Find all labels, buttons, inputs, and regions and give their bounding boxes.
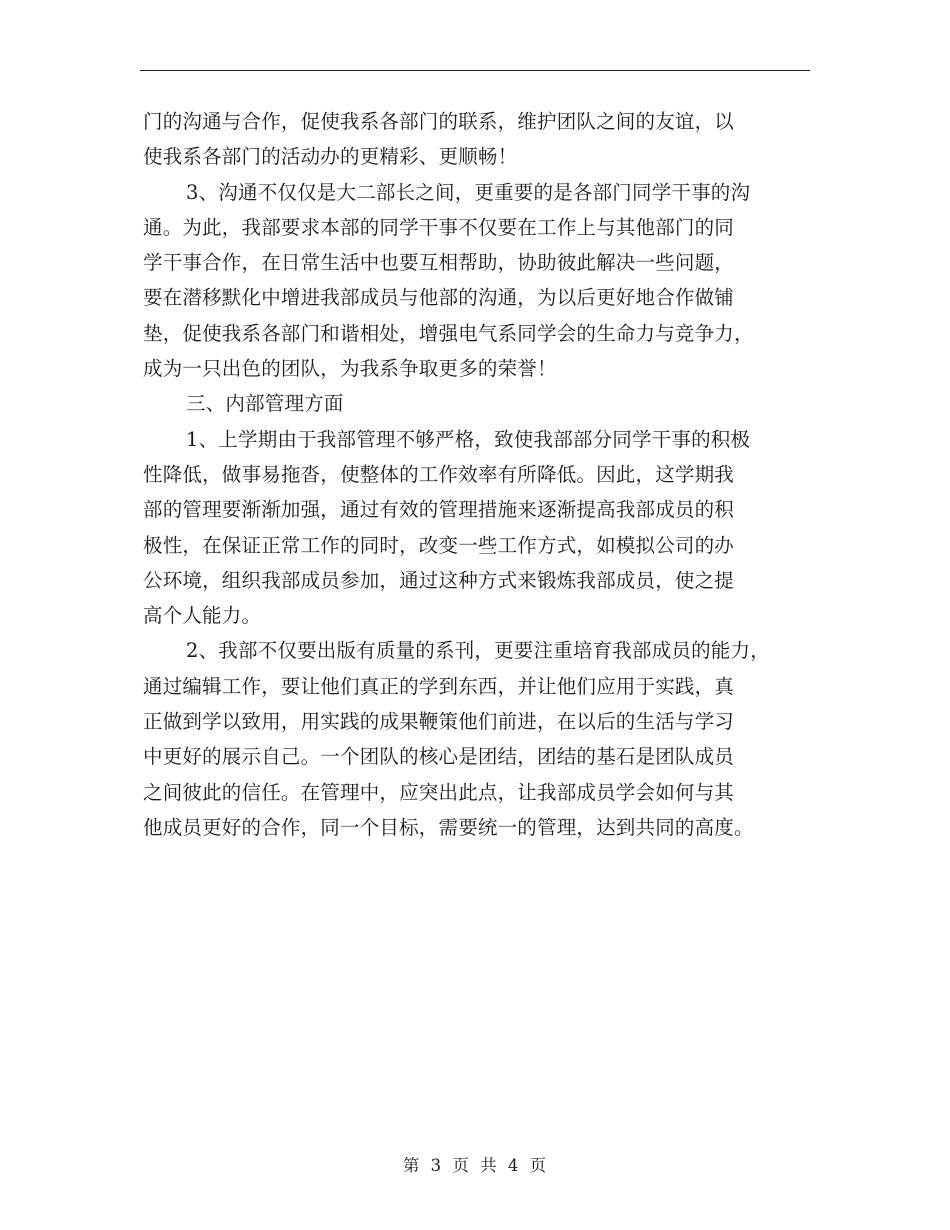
text-line: 他成员更好的合作，同一个目标，需要统一的管理，达到共同的高度。 [143, 815, 754, 839]
section-heading: 三、内部管理方面 [186, 392, 344, 416]
text-line: 门的沟通与合作，促使我系各部门的联系，维护团队之间的友谊，以 [143, 110, 735, 133]
text-line: 部的管理要渐渐加强，通过有效的管理措施来逐渐提高我部成员的积 [143, 498, 735, 522]
text-line: 之间彼此的信任。在管理中，应突出此点，让我部成员学会如何与其 [143, 780, 735, 804]
text-line: 中更好的展示自己。一个团队的核心是团结，团结的基石是团队成员 [143, 745, 735, 769]
text-line: 性降低，做事易拖沓，使整体的工作效率有所降低。因此，这学期我 [143, 462, 735, 486]
text-line: 使我系各部门的活动办的更精彩、更顺畅！ [143, 145, 518, 169]
text-line: 正做到学以致用，用实践的成果鞭策他们前进，在以后的生活与学习 [143, 710, 735, 734]
text-line: 公环境，组织我部成员参加，通过这种方式来锻炼我部成员，使之提 [143, 568, 735, 592]
text-line: 3、沟通不仅仅是大二部长之间，更重要的是各部门同学干事的沟 [186, 180, 751, 204]
text-line: 垫，促使我系各部门和谐相处，增强电气系同学会的生命力与竞争力， [143, 321, 754, 345]
page-number-footer: 第 3 页 共 4 页 [402, 1156, 548, 1175]
text-line: 成为一只出色的团队，为我系争取更多的荣誉！ [143, 357, 557, 381]
header-rule [140, 70, 810, 71]
text-line: 通过编辑工作，要让他们真正的学到东西，并让他们应用于实践，真 [143, 674, 735, 698]
text-line: 2、我部不仅要出版有质量的系刊，更要注重培育我部成员的能力， [186, 639, 770, 663]
text-line: 通。为此，我部要求本部的同学干事不仅要在工作上与其他部门的同 [143, 215, 735, 239]
text-line: 高个人能力。 [143, 604, 262, 628]
text-line: 学干事合作，在日常生活中也要互相帮助，协助彼此解决一些问题， [143, 251, 735, 275]
text-line: 极性，在保证正常工作的同时，改变一些工作方式，如模拟公司的办 [143, 533, 735, 557]
text-line: 1、上学期由于我部管理不够严格，致使我部部分同学干事的积极 [186, 427, 751, 451]
text-line: 要在潜移默化中增进我部成员与他部的沟通，为以后更好地合作做铺 [143, 286, 735, 310]
document-body [143, 104, 823, 845]
